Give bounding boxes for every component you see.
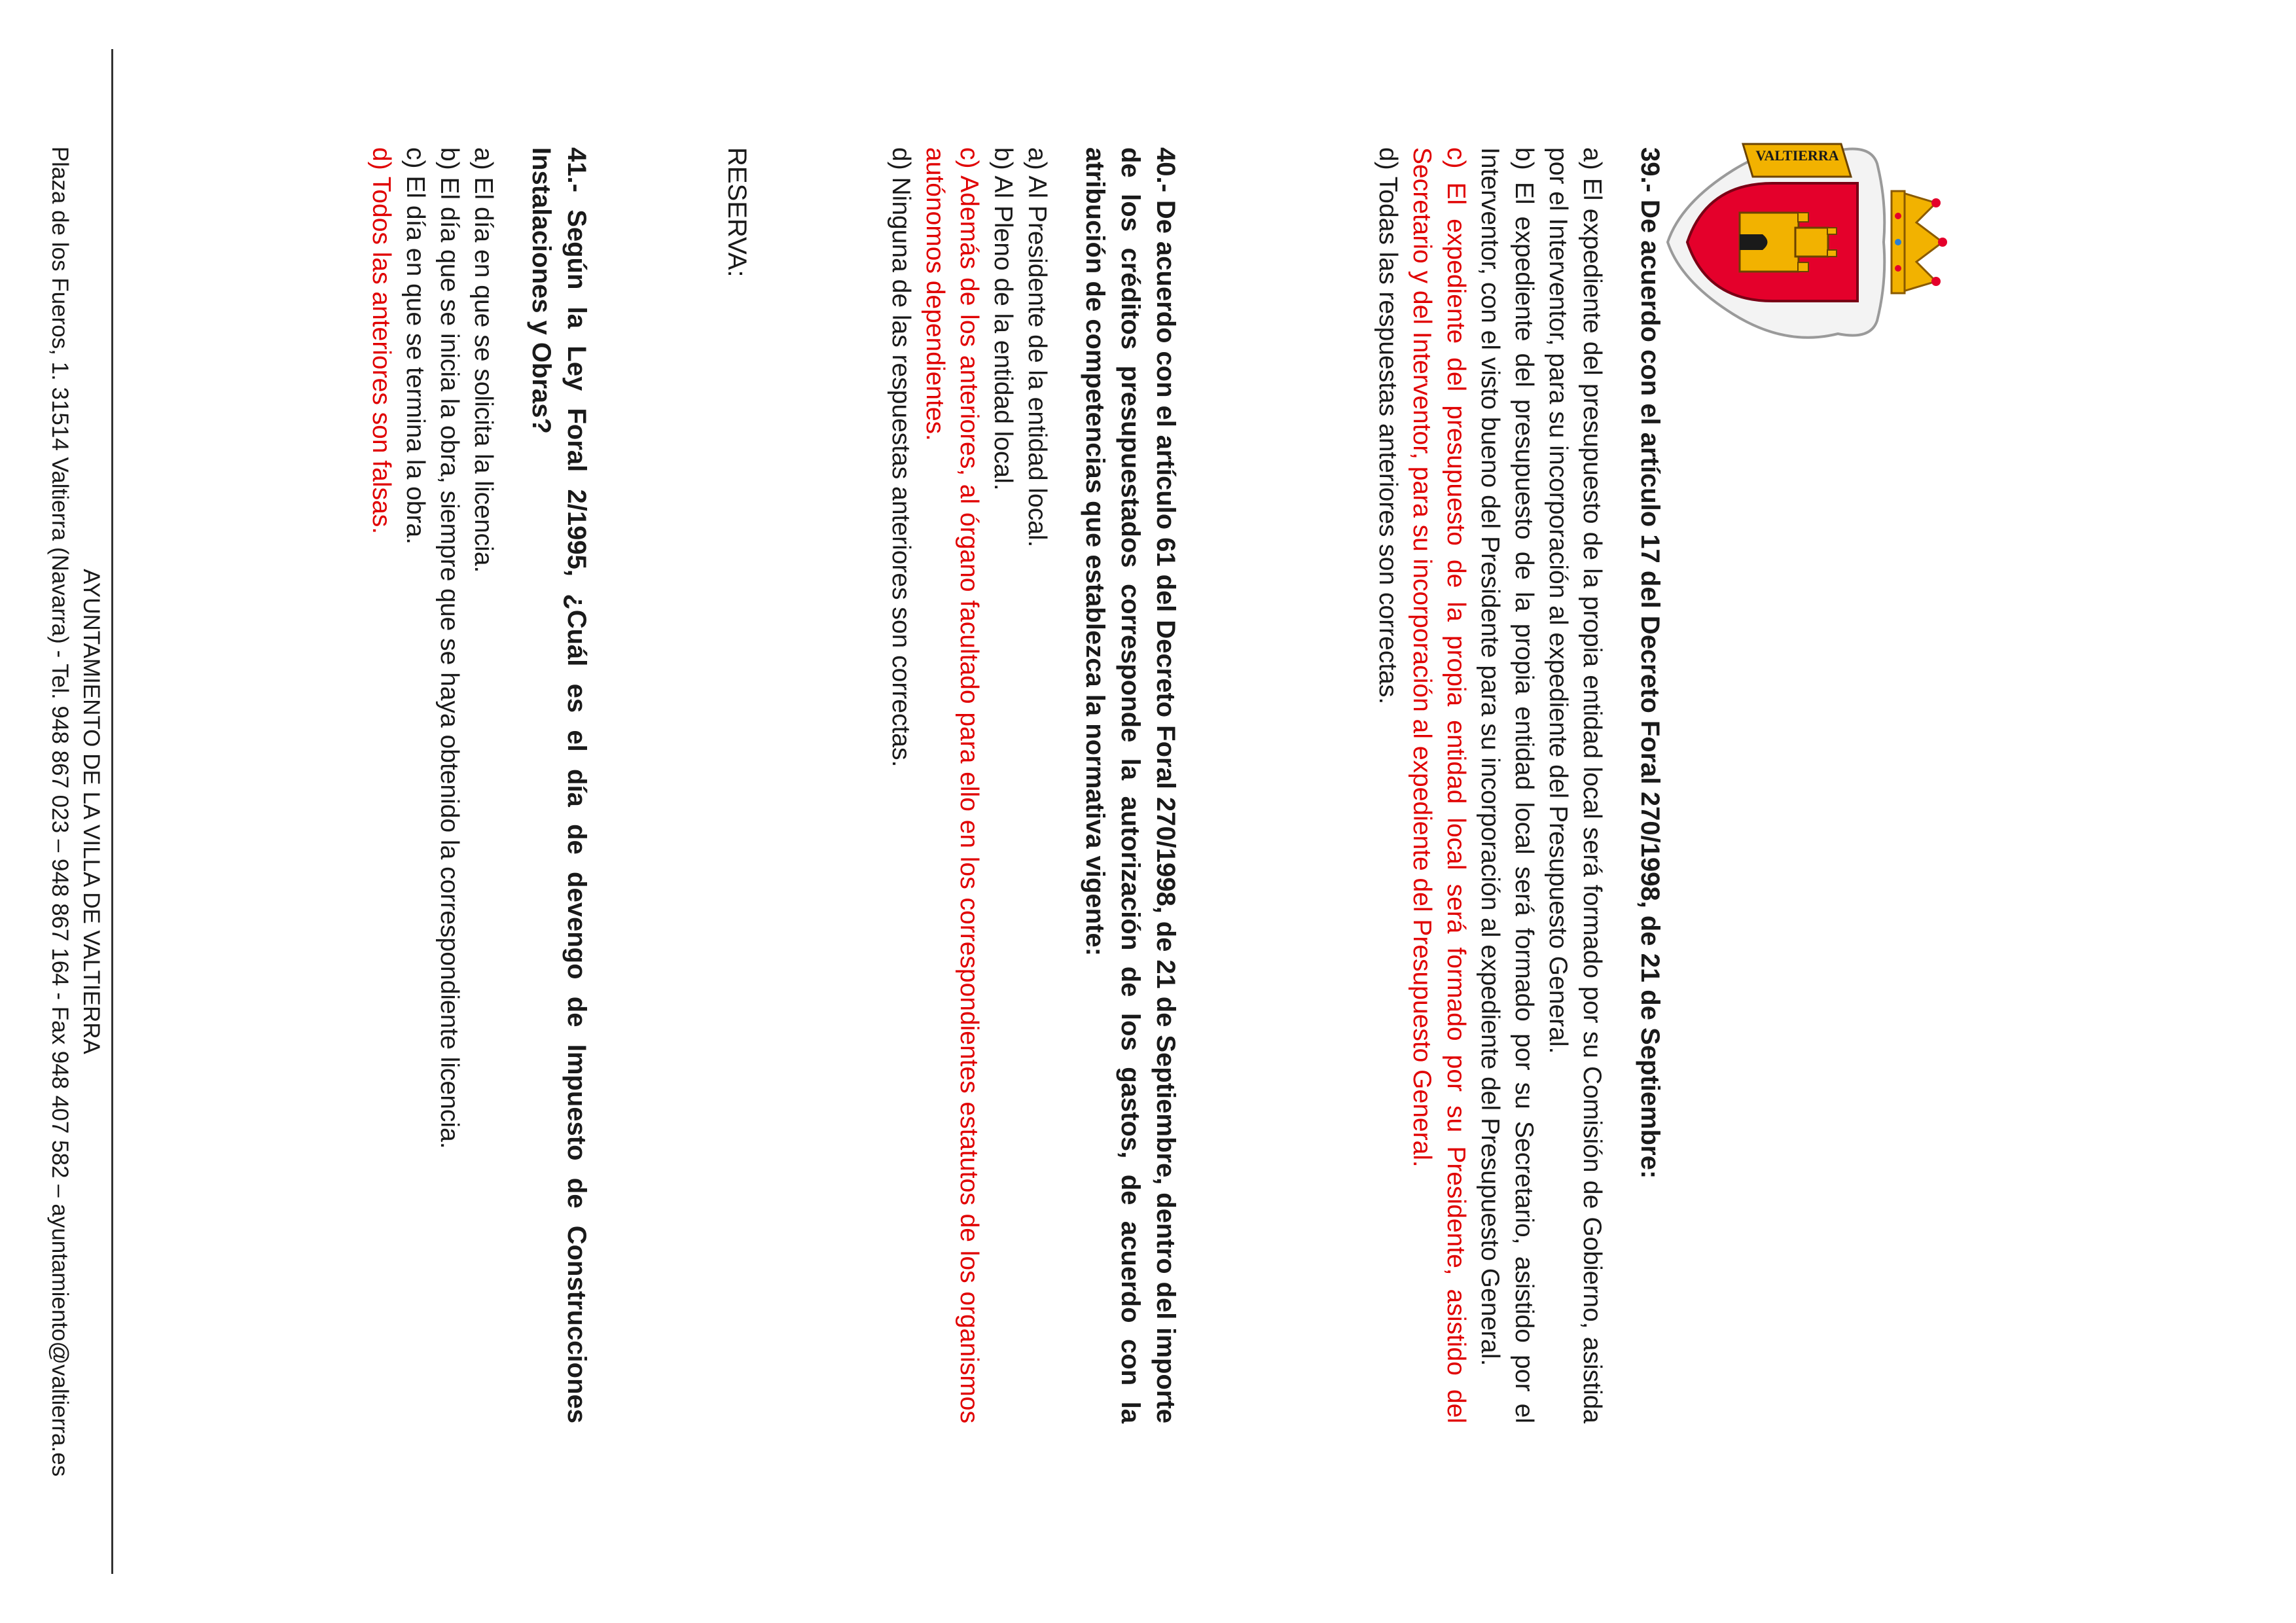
answer-a: a) El día en que se solicita la licencia. (469, 147, 497, 573)
answer-d: d) Todas las respuestas anteriores son correctas. (1374, 147, 1402, 705)
page-footer (44, 49, 107, 1574)
answer-list (1371, 147, 1609, 1423)
question-40 (884, 147, 1183, 1423)
crown-icon (1892, 191, 1947, 293)
question-title: 40.- De acuerdo con el artículo 61 del Decreto Foral 270/1998, de 21 de Septiembre, dentro del importe de los créditos presupuestados corresponde la autorización de los gastos, de acuerdo con la atribución de competencias que establezca la normativa vigente: (1081, 147, 1180, 1423)
valtierra-banner (1743, 144, 1851, 177)
answer-a: a) Al Presidente de la entidad local. (1023, 147, 1051, 548)
answer-list (884, 147, 1054, 1423)
question-title: 41.- Según la Ley Foral 2/1995, ¿Cuál es el día de devengo de Impuesto de Construcciones Instalaciones y Obras? (527, 147, 591, 1423)
banner-text: VALTIERRA (1755, 147, 1839, 164)
footer-contact: Plaza de los Fueros, 1. 31514 Valtierra (Navarra) - Tel. 948 867 023 – 948 867 164 - Fax 948 407 582 – ayuntamiento@valtierra.es (47, 146, 73, 1477)
footer-divider (111, 49, 113, 1574)
reserva-heading: RESERVA: (723, 147, 751, 277)
question-title: 39.- De acuerdo con el artículo 17 del Decreto Foral 270/1998, de 21 de Septiembre: (1636, 147, 1664, 1179)
answer-b: b) Al Pleno de la entidad local. (989, 147, 1017, 491)
answer-a: a) El expediente del presupuesto de la propia entidad local será formado por su Comisión de Gobierno, asistida por el Interventor, para su incorporación al expediente del Presupuesto General. (1544, 147, 1606, 1423)
footer-organization: AYUNTAMIENTO DE LA VILLA DE VALTIERRA (79, 569, 104, 1054)
answer-list (364, 147, 500, 1423)
answer-d-correct: d) Todos las anteriores son falsas. (367, 147, 395, 535)
answer-c-correct: c) El expediente del presupuesto de la propia entidad local será formado por su Presidente, asistido del Secretario y del Interventor, para su incorporación al expediente del Presupuesto General. (1408, 147, 1470, 1423)
answer-c: c) El día en que se termina la obra. (401, 147, 429, 544)
answer-b: b) El expediente del presupuesto de la propia entidad local será formado por su Secretario, asistido por el Interventor, con el visto bueno del Presidente para su incorporación al expediente del Presupuesto General. (1476, 147, 1538, 1423)
answer-d: d) Ninguna de las respuestas anteriores son correctas. (887, 147, 915, 768)
answer-c-correct: c) Además de los anteriores, al órgano facultado para ello en los correspondientes estatutos de los organismos autónomos dependientes. (921, 147, 983, 1423)
question-41 (364, 147, 594, 1423)
question-39 (1371, 147, 1668, 1423)
valtierra-coat-of-arms (1661, 131, 1949, 353)
answer-b: b) El día que se inicia la obra, siempre que se haya obtenido la correspondiente licencia. (435, 147, 463, 1149)
